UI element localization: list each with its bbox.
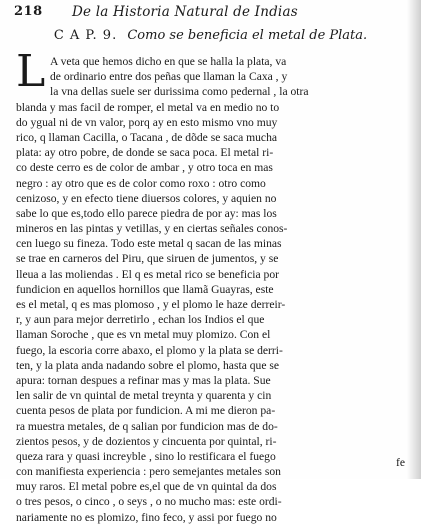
text-line: cenizoso, y en efecto tiene diuersos colores, y aquien no bbox=[16, 191, 277, 205]
text-line: es el metal, q es mas plomoso , y el plomo le haze derreir- bbox=[16, 298, 286, 311]
text-line: fundicion en aquellos hornillos que llamã Guayras, este bbox=[16, 282, 274, 296]
text-line: A veta que hemos dicho en que se halla la plata, va bbox=[50, 55, 287, 68]
text-line: r, y aun para mejor derretirlo , echan los Indios el que bbox=[16, 313, 265, 327]
text-line: queza rara y quasi increyble , sino lo restificara el fuego bbox=[16, 449, 276, 463]
text-line: plata: ay otro pobre, de donde se saca poca. El metal ri- bbox=[16, 146, 274, 160]
text-line: o tres pesos, o cinco , o seys , o no mucho mas: este ordi- bbox=[16, 495, 282, 509]
text-line: de ordinario entre dos peñas que llaman la Caxa , y bbox=[50, 70, 288, 84]
page-number: 218 bbox=[14, 4, 43, 19]
text-line: apura: tornan despues a refinar mas y mas la plata. Sue bbox=[16, 373, 271, 387]
running-head bbox=[14, 4, 404, 22]
text-line: la vna dellas suele ser durissima como pedernal , la otra bbox=[50, 85, 309, 99]
text-line: ra muestra metales, de q salian por fundicion mas de do- bbox=[16, 419, 278, 433]
chapter-label: C A P. 9. bbox=[53, 28, 118, 43]
text-line: llaman Soroche , que es vn metal muy plomizo. Con el bbox=[16, 328, 271, 342]
text-line: co deste cerro es de color de ambar , y otro toca en mas bbox=[16, 161, 273, 175]
text-line: fuego, la escoria corre abaxo, el plomo y la plata se derri- bbox=[16, 343, 283, 357]
text-line: muy raros. El metal pobre es,el que de vn quintal da dos bbox=[16, 480, 277, 494]
text-line: se trae en carneros del Piru, que siruen de jumentos, y se bbox=[16, 252, 279, 266]
text-line: ten, y la plata anda nadando sobre el plomo, hasta que se bbox=[16, 358, 280, 372]
catchword: fe bbox=[395, 456, 405, 469]
text-line: con manifiesta experiencia : pero semejantes metales son bbox=[16, 465, 281, 479]
chapter-heading bbox=[0, 28, 421, 43]
text-line: negro : ay otro que es de color como roxo : otro como bbox=[16, 176, 266, 190]
text-line: do ygual ni de vn valor, porq ay en esto mismo vno muy bbox=[16, 115, 278, 129]
text-line: zientos pesos, y de dozientos y cincuenta por quintal, ri- bbox=[16, 434, 277, 448]
text-line: lleua a las moliendas . El q es metal rico se beneficia por bbox=[16, 267, 280, 281]
text-line: blanda y mas facil de romper, el metal va en medio no to bbox=[16, 100, 280, 114]
text-line: len salir de vn quintal de metal treynta y quarenta y cin bbox=[16, 389, 272, 403]
text-line: sabe lo que es,todo ello parece piedra de por ay: mas los bbox=[16, 206, 277, 220]
page-gutter-shadow bbox=[407, 0, 421, 479]
running-title: De la Historia Natural de Indias bbox=[72, 4, 298, 20]
body-text bbox=[16, 46, 404, 525]
text-line: rico, q llaman Cacilla, o Tacana , de dõde se saca mucha bbox=[16, 130, 278, 144]
text-line: cen luego su fineza. Todo este metal q sacan de las minas bbox=[16, 237, 282, 251]
text-line: mineros en las pintas y vetillas, y en ciertas señales conos- bbox=[16, 222, 288, 236]
chapter-title: Como se beneficia el metal de Plata. bbox=[127, 28, 368, 43]
drop-cap: L bbox=[16, 46, 46, 97]
text-line: cuenta pesos de plata por fundicion. A mi me dieron pa- bbox=[16, 404, 276, 418]
text-line: nariamente no es plomizo, fino feco, y assi por fuego no bbox=[16, 510, 277, 524]
